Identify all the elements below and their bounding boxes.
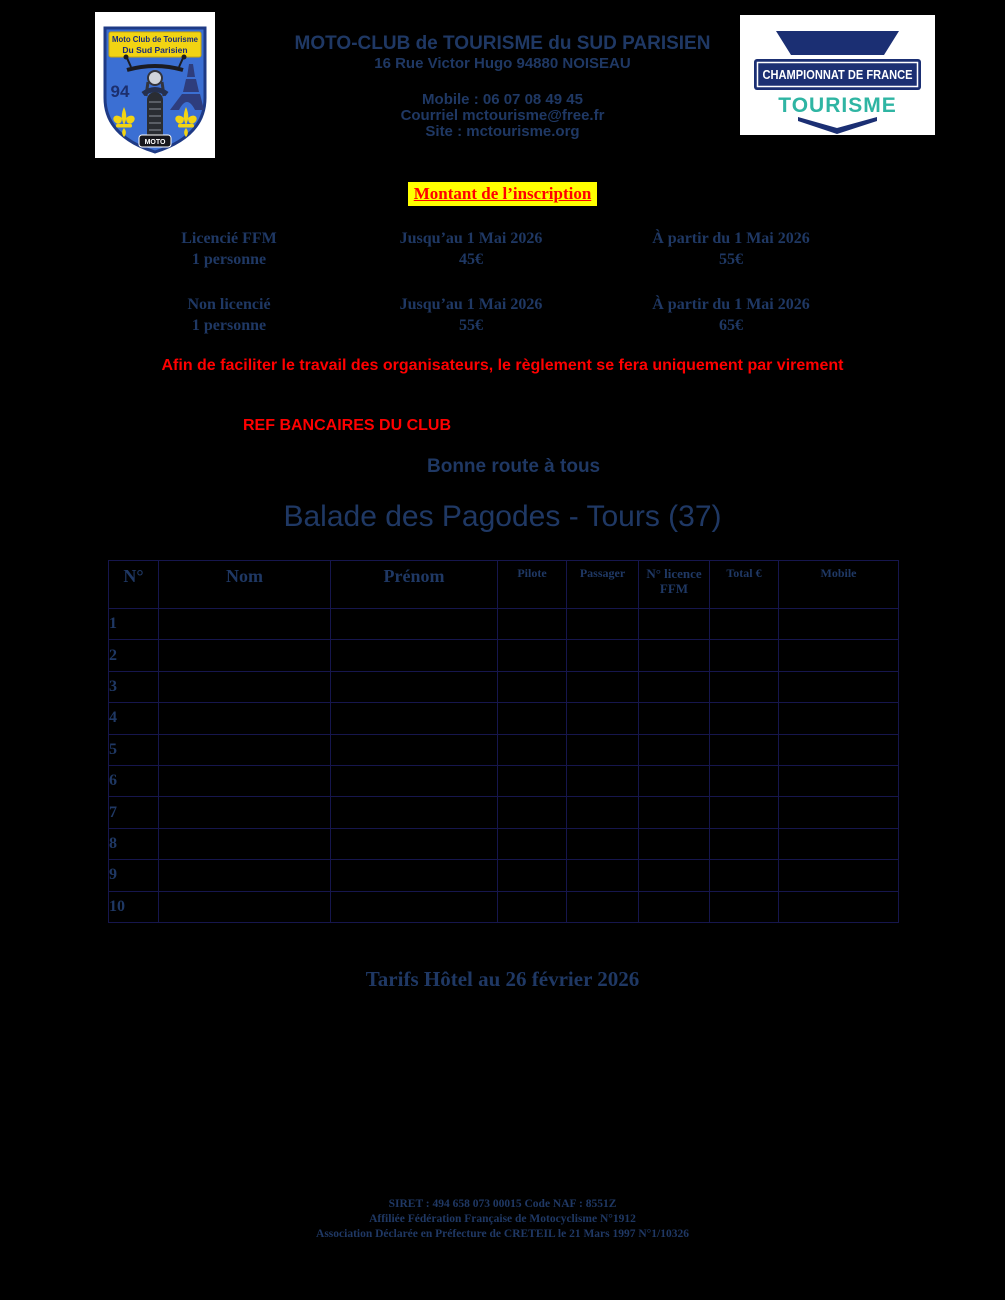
cell-total [710,703,779,734]
pricing-early-label: Jusqu’au 1 Mai 2026 [399,230,543,247]
championship-line1: CHAMPIONNAT DE FRANCE [762,67,913,82]
pricing-category [119,294,339,336]
table-row [109,703,899,734]
pricing-early [361,228,581,270]
table-row [109,640,899,671]
pricing-early-label: Jusqu’au 1 Mai 2026 [399,296,543,313]
pricing-category [119,228,339,270]
table-row [109,860,899,891]
cell-prenom [331,891,498,922]
cell-mobile [779,797,899,828]
pricing-early-price: 45€ [459,251,483,268]
cell-pilote [498,703,567,734]
cell-passager [567,765,639,796]
cell-licence [639,828,710,859]
cell-mobile [779,671,899,702]
row-number: 2 [109,640,159,671]
cell-licence [639,640,710,671]
header-num: N° [109,561,159,609]
row-number: 4 [109,703,159,734]
club-mobile: Mobile : 06 07 08 49 45 [422,91,583,108]
cell-prenom [331,671,498,702]
pricing-late-price: 65€ [719,317,743,334]
row-number: 1 [109,609,159,640]
cell-prenom [331,734,498,765]
table-row [109,828,899,859]
pricing-category-line2: 1 personne [191,251,267,268]
row-number: 6 [109,765,159,796]
payment-notice: Afin de faciliter le travail des organisateurs, le règlement se fera uniquement par virement [161,357,844,374]
table-row [109,797,899,828]
cell-total [710,797,779,828]
bank-reference: REF BANCAIRES DU CLUB [243,417,451,434]
cell-total [710,765,779,796]
cell-nom [159,640,331,671]
cell-passager [567,703,639,734]
registration-table [108,560,899,923]
row-number: 3 [109,671,159,702]
badge-banner-line2: Du Sud Parisien [122,45,188,55]
cell-mobile [779,609,899,640]
cell-licence [639,671,710,702]
table-row [109,891,899,922]
hotel-title: Tarifs Hôtel au 26 février 2026 [365,967,640,991]
cell-pilote [498,828,567,859]
cell-total [710,671,779,702]
cell-nom [159,828,331,859]
cell-licence [639,703,710,734]
cell-mobile [779,734,899,765]
department-number: 94 [110,82,130,101]
cell-prenom [331,640,498,671]
cell-mobile [779,703,899,734]
cell-total [710,891,779,922]
championship-line2: TOURISME [778,94,897,117]
moto-badge-label: MOTO [144,139,166,146]
header-passager: Passager [567,561,639,609]
cell-mobile [779,891,899,922]
cell-total [710,734,779,765]
footer-siret: SIRET : 494 658 073 00015 Code NAF : 8551Z [388,1198,617,1210]
pricing-early [361,294,581,336]
header-total: Total € [710,561,779,609]
cell-nom [159,609,331,640]
cell-prenom [331,797,498,828]
pricing-category-line2: 1 personne [191,317,267,334]
table-row [109,734,899,765]
championship-logo-svg [740,15,935,135]
cell-nom [159,891,331,922]
cell-passager [567,828,639,859]
cell-mobile [779,828,899,859]
table-row [109,765,899,796]
cell-pilote [498,609,567,640]
club-address: 16 Rue Victor Hugo 94880 NOISEAU [374,55,631,72]
table-row [109,671,899,702]
cell-total [710,609,779,640]
cell-nom [159,703,331,734]
cell-nom [159,734,331,765]
pricing-row-non-licencie [0,294,1005,338]
cell-licence [639,609,710,640]
inscription-title-row [0,182,1005,206]
championship-logo-top [776,31,899,55]
pricing-late-label: À partir du 1 Mai 2026 [652,296,810,313]
cell-nom [159,860,331,891]
cell-passager [567,734,639,765]
farewell-text: Bonne route à tous [427,456,601,477]
cell-mobile [779,765,899,796]
row-number: 9 [109,860,159,891]
cell-pilote [498,734,567,765]
cell-total [710,828,779,859]
footer-affiliation: Affiliée Fédération Française de Motocyclisme N°1912 [369,1213,636,1225]
row-number: 10 [109,891,159,922]
cell-nom [159,671,331,702]
cell-pilote [498,797,567,828]
header-licence-ffm: N° licence FFM [639,561,710,609]
cell-prenom [331,765,498,796]
event-title: Balade des Pagodes - Tours (37) [283,500,722,533]
cell-prenom [331,828,498,859]
cell-passager [567,891,639,922]
row-number: 7 [109,797,159,828]
cell-prenom [331,609,498,640]
table-header-row [109,561,899,609]
cell-licence [639,797,710,828]
table-row [109,609,899,640]
cell-mobile [779,860,899,891]
pricing-row-licencie [0,228,1005,272]
cell-nom [159,765,331,796]
cell-pilote [498,891,567,922]
cell-licence [639,765,710,796]
row-number: 5 [109,734,159,765]
pricing-category-line1: Non licencié [187,296,271,313]
championship-logo-icon [740,15,935,135]
cell-pilote [498,671,567,702]
cell-passager [567,671,639,702]
row-number: 8 [109,828,159,859]
pricing-late-price: 55€ [719,251,743,268]
cell-passager [567,609,639,640]
footer [0,1197,1005,1242]
header-mobile: Mobile [779,561,899,609]
header-prenom: Prénom [331,561,498,609]
footer-declaration: Association Déclarée en Préfecture de CRETEIL le 21 Mars 1997 N°1/10326 [316,1228,689,1240]
club-email: Courriel mctourisme@free.fr [400,107,605,124]
cell-total [710,640,779,671]
pricing-late [616,294,846,336]
cell-pilote [498,860,567,891]
cell-licence [639,734,710,765]
pricing-late [616,228,846,270]
cell-total [710,860,779,891]
cell-mobile [779,640,899,671]
championship-chevron [798,117,877,134]
club-website: Site : mctourisme.org [425,123,580,140]
club-name: MOTO-CLUB de TOURISME du SUD PARISIEN [294,33,711,54]
cell-nom [159,797,331,828]
pricing-category-line1: Licencié FFM [181,230,277,247]
cell-prenom [331,703,498,734]
cell-licence [639,891,710,922]
cell-passager [567,797,639,828]
inscription-title: Montant de l’inscription [408,182,598,206]
cell-passager [567,860,639,891]
badge-banner-line1: Moto Club de Tourisme [112,34,199,44]
cell-pilote [498,765,567,796]
cell-passager [567,640,639,671]
pricing-early-price: 55€ [459,317,483,334]
cell-licence [639,860,710,891]
header-pilote: Pilote [498,561,567,609]
cell-prenom [331,860,498,891]
cell-pilote [498,640,567,671]
header-nom: Nom [159,561,331,609]
pricing-late-label: À partir du 1 Mai 2026 [652,230,810,247]
